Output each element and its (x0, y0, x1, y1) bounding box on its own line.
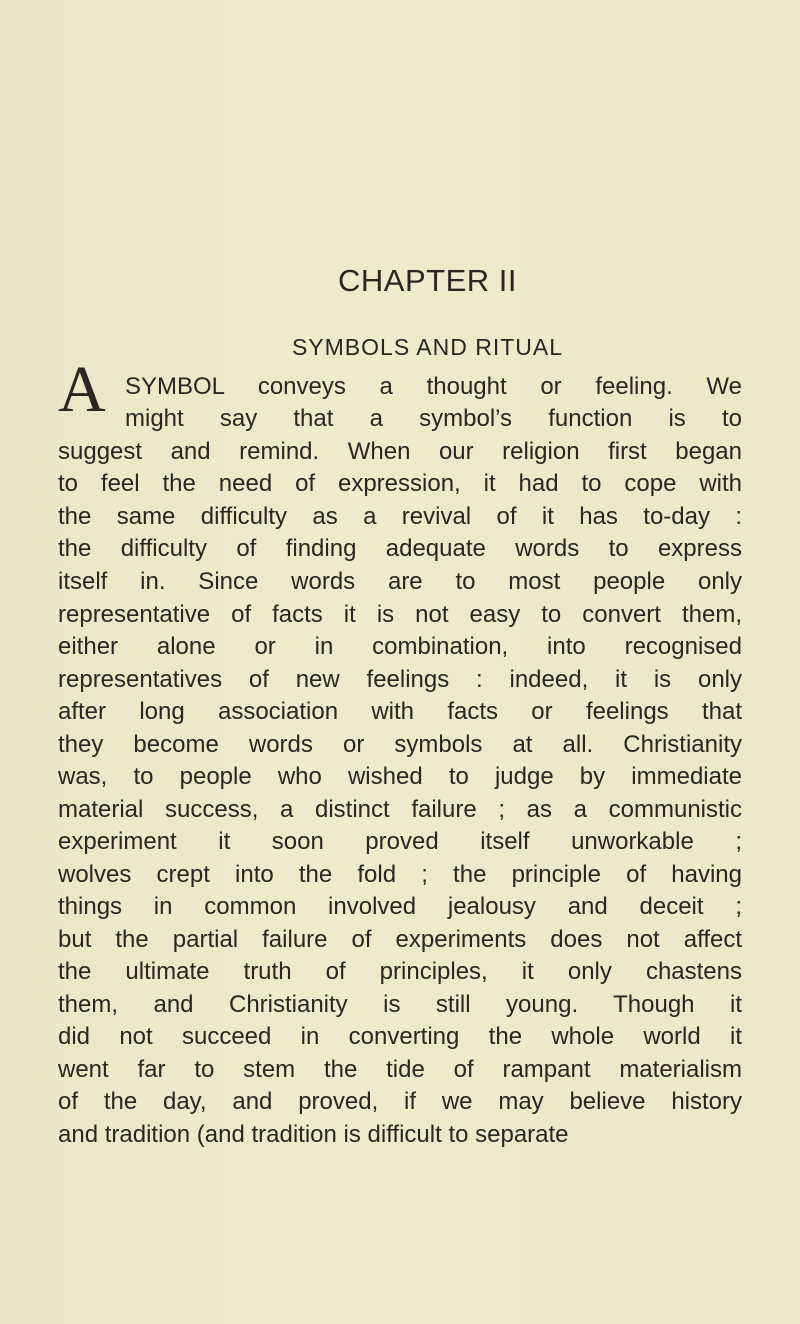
text-line: SYMBOL conveys a thought or feeling. We (125, 373, 742, 400)
text-line: wolves crept into the fold ; the principle of having (58, 861, 742, 888)
text-line: experiment it soon proved itself unworkable ; (58, 828, 742, 855)
text-line: the ultimate truth of principles, it only chastens (58, 958, 742, 985)
drop-cap: A (58, 353, 106, 426)
text-line: of the day, and proved, if we may believe history (58, 1088, 742, 1115)
text-line: the same difficulty as a revival of it has to-day : (58, 503, 742, 530)
text-line: representatives of new feelings : indeed, it is only (58, 666, 742, 693)
text-line: them, and Christianity is still young. Though it (58, 991, 742, 1018)
text-line: but the partial failure of experiments does not affect (58, 926, 742, 953)
section-title: SYMBOLS AND RITUAL (291, 334, 564, 360)
text-line: to feel the need of expression, it had to cope with (58, 470, 742, 497)
text-line: was, to people who wished to judge by immediate (58, 763, 742, 790)
text-line: the difficulty of finding adequate words to express (58, 535, 742, 562)
text-line: they become words or symbols at all. Christianity (58, 731, 742, 758)
text-line: and tradition (and tradition is difficult to separate (58, 1121, 569, 1148)
text-line: after long association with facts or feelings that (58, 698, 742, 725)
text-line: itself in. Since words are to most people only (58, 568, 742, 595)
text-line: might say that a symbol’s function is to (125, 405, 742, 432)
text-line: suggest and remind. When our religion first began (58, 438, 742, 465)
text-line: representative of facts it is not easy to convert them, (58, 601, 742, 628)
text-line: did not succeed in converting the whole world it (58, 1023, 742, 1050)
text-line: either alone or in combination, into recognised (58, 633, 742, 660)
text-line: material success, a distinct failure ; as a communistic (58, 796, 742, 823)
chapter-title: CHAPTER II (338, 263, 517, 298)
text-line: things in common involved jealousy and deceit ; (58, 893, 742, 920)
text-line: went far to stem the tide of rampant materialism (58, 1056, 742, 1083)
